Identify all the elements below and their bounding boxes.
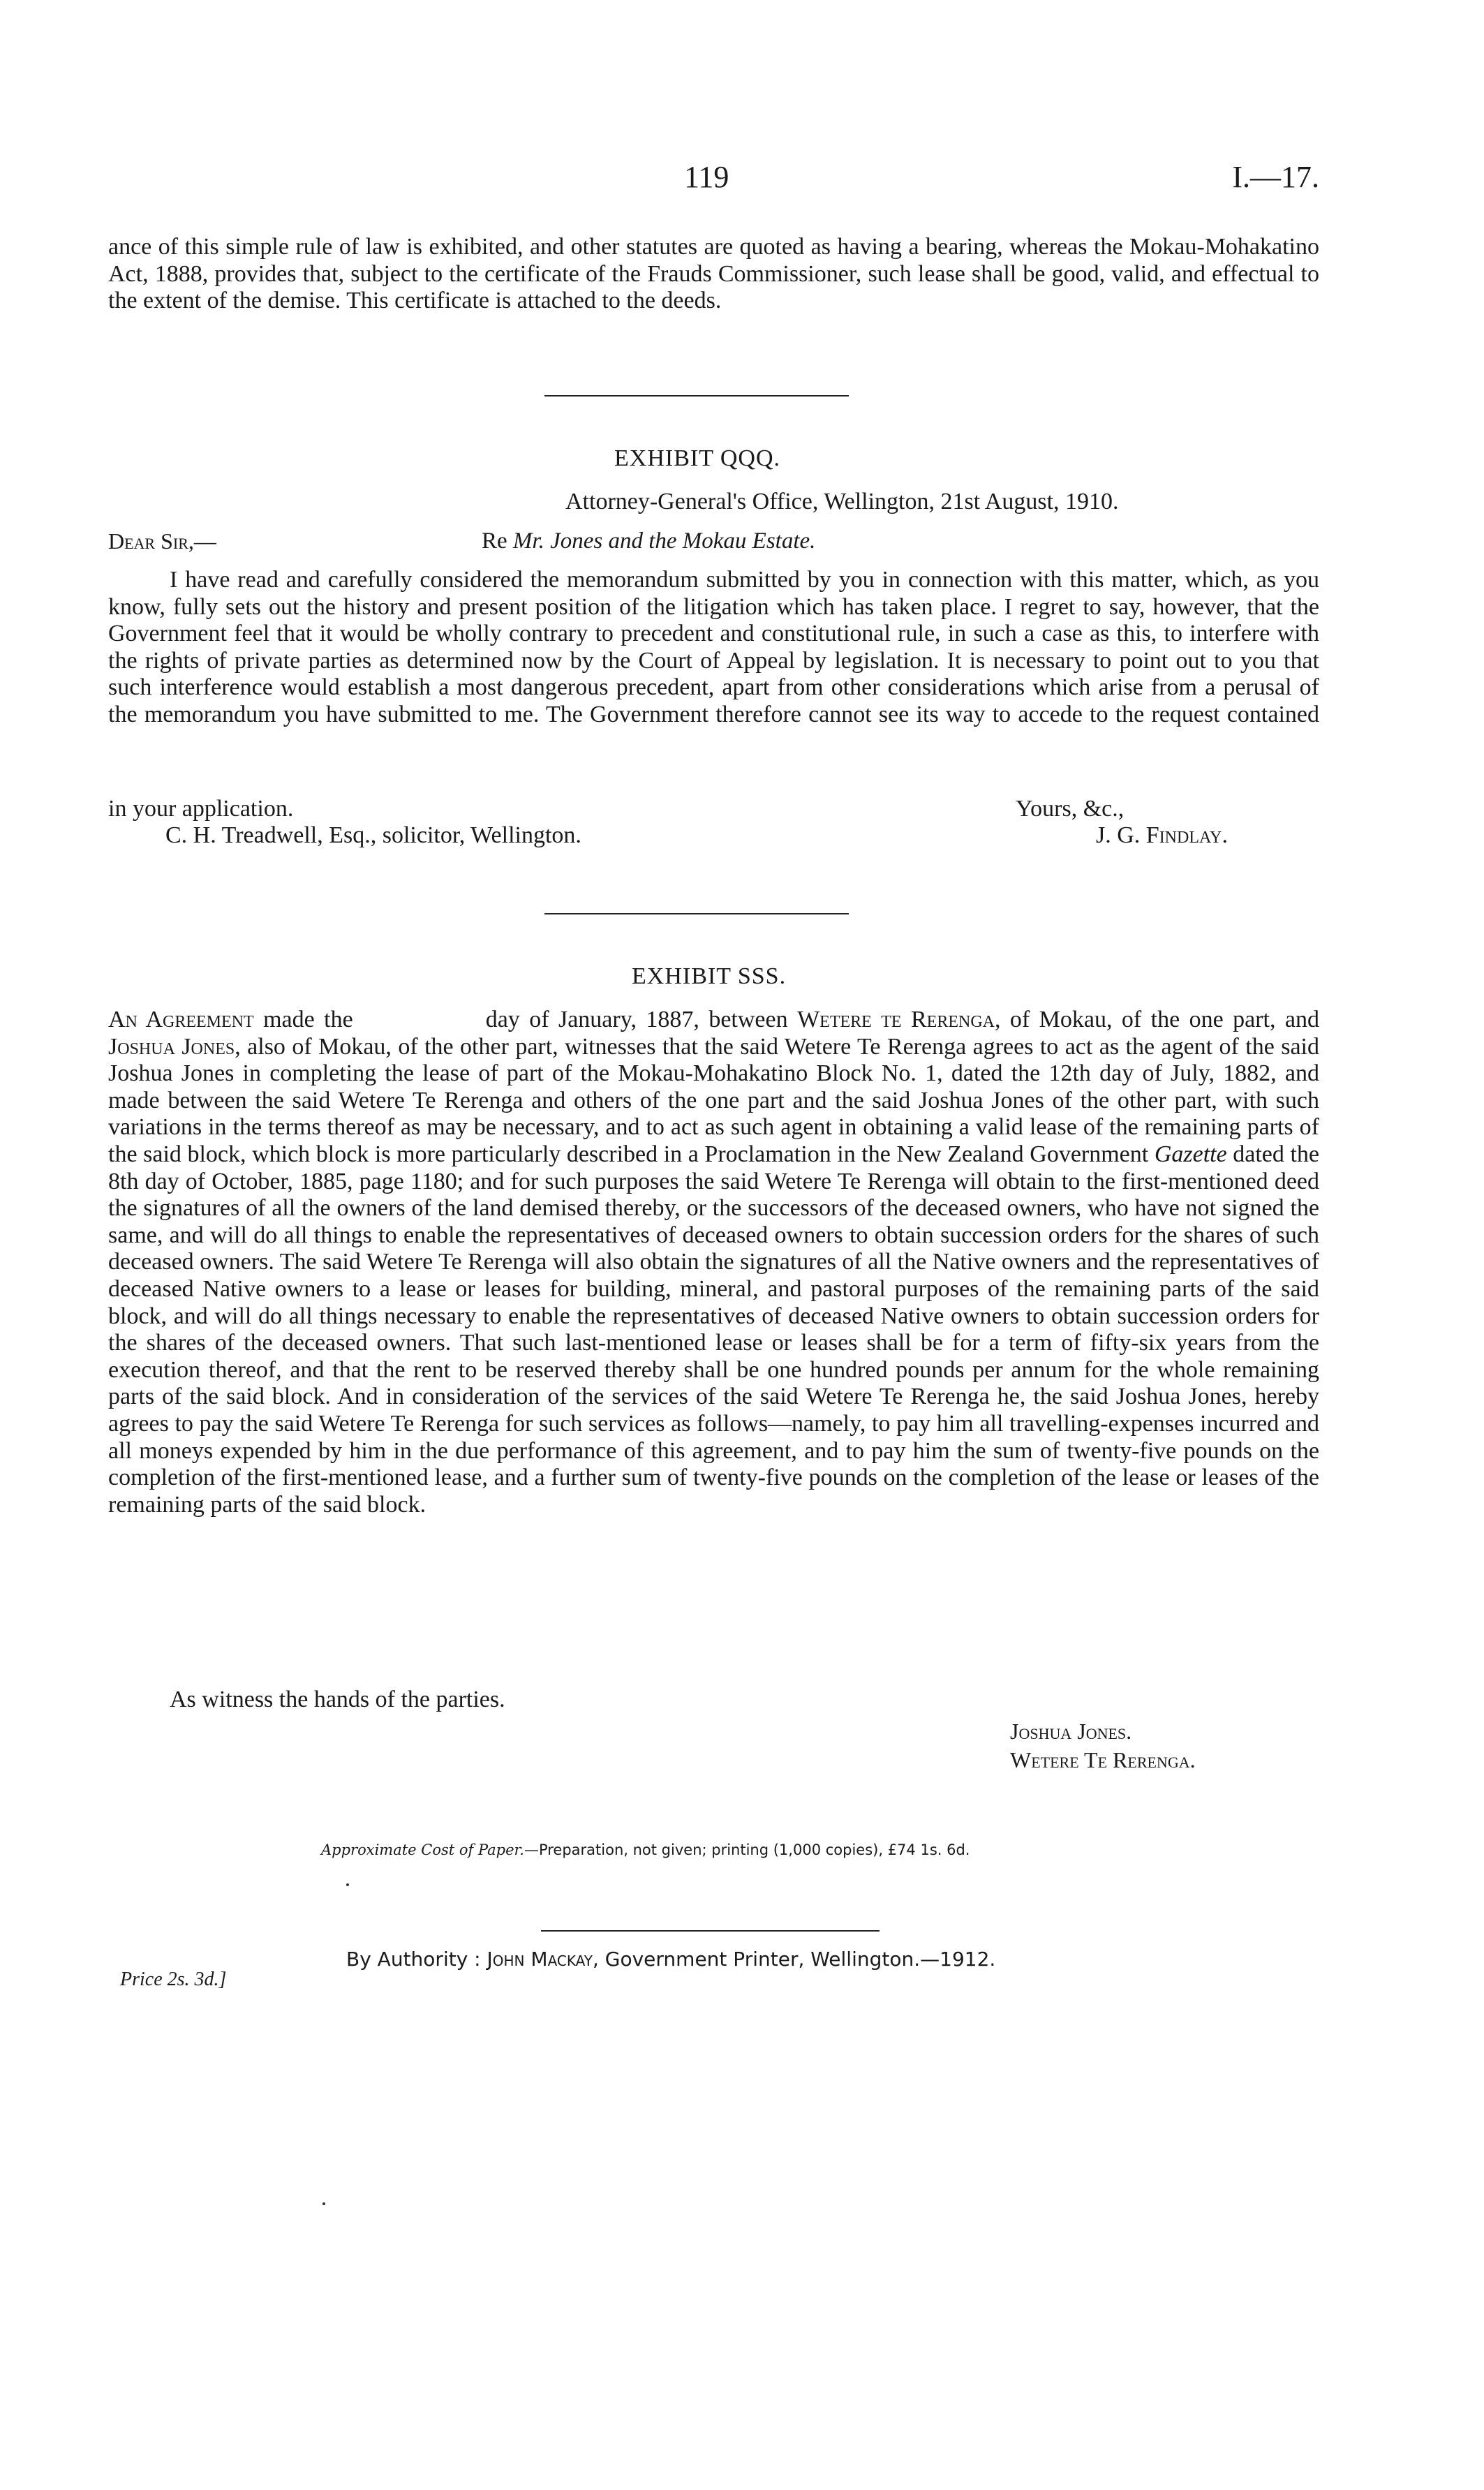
section-divider: [544, 913, 849, 914]
authority-label: By Authority :: [346, 1948, 481, 1971]
price-note: Price 2s. 3d.]: [120, 1969, 227, 1990]
party-wetere-suffix: , of Mokau, of the one part, and: [994, 1007, 1320, 1032]
exhibit-sss-agreement: [108, 1007, 1319, 1518]
exhibit-qqq-signature: J. G. Findlay.: [1096, 822, 1228, 848]
authority-line: [346, 1948, 995, 1971]
intro-paragraph: ance of this simple rule of law is exhibited, and other statutes are quoted as having a bearing, whereas the Mokau-Mohakatino Act, 1888, provides that, subject to the certificate of the Frauds Commissioner, such lease shall be good, valid, and effectual to the extent of the demise. This certificate is attached to the deeds.: [108, 234, 1319, 314]
agreement-made-the: made the: [263, 1007, 353, 1032]
printer-name: John Mackay: [487, 1948, 593, 1971]
page-number: 119: [684, 160, 729, 194]
exhibit-qqq-salutation: Dear Sir,—: [108, 528, 216, 554]
agreement-body-part2: dated the 8th day of October, 1885, page 1180; and for such purposes the said Wetere Te Rerenga will obtain to the first-mentioned deed the signatures of all the owners of the land demised thereby, or the successors of the deceased owners, who have not signed the same, and will do all things to enable the representatives of deceased owners to obtain succession orders for the shares of such deceased owners. The said Wetere Te Rerenga will also obtain the signatures of all the Native owners and the representatives of deceased Native owners to a lease or leases for building, mineral, and pastoral purposes of the remaining parts of the said block, and will do all things necessary to enable the representatives of deceased Native owners to obtain succession orders for the shares of the deceased owners. That such last-mentioned lease or leases shall be for a term of fifty-six years from the execution thereof, and that the rent to be reserved thereby shall be one hundred pounds per annum for the whole remaining parts of the said block. And in consideration of the services of the said Wetere Te Rerenga he, the said Joshua Jones, hereby agrees to pay the said Wetere Te Rerenga for such services as follows—namely, to pay him all travelling-expenses incurred and all moneys expended by him in the due performance of this agreement, and to pay him the sum of twenty-five pounds on the completion of the first-mentioned lease, and a further sum of twenty-five pounds on the completion of the lease or leases of the remaining parts of the said block.: [108, 1141, 1320, 1518]
printer-suffix: , Government Printer, Wellington.—1912.: [592, 1948, 996, 1971]
exhibit-qqq-last-line: in your application.: [108, 796, 294, 822]
exhibit-qqq-body: I have read and carefully considered the memorandum submitted by you in connection with this matter, which, as you know, fully sets out the history and present position of the litigation which has taken place. I regret to say, however, that the Government feel that it would be wholly contrary to precedent and constitutional rule, in such a case as this, to interfere with the rights of private parties as determined now by the Court of Appeal by legislation. It is necessary to point out to you that such interference would establish a most dangerous precedent, apart from other considerations which arise from a perusal of the memorandum you have submitted to me. The Government therefore cannot see its way to accede to the request contained: [108, 567, 1319, 727]
re-prefix: Re: [482, 528, 513, 554]
exhibit-qqq-addressee: C. H. Treadwell, Esq., solicitor, Wellington.: [165, 822, 581, 848]
witness-line: As witness the hands of the parties.: [170, 1687, 505, 1712]
exhibit-qqq-title: EXHIBIT QQQ.: [614, 445, 781, 471]
footer-divider: [541, 1930, 880, 1932]
party-jones: Joshua Jones: [108, 1033, 235, 1060]
exhibit-sss-title: EXHIBIT SSS.: [632, 963, 787, 989]
agreement-body-part1: , also of Mokau, of the other part, witnesses that the said Wetere Te Rerenga agrees to act as the agent of the said Joshua Jones in completing the lease of part of the Mokau-Mohakatino Block No. 1, dated the 12th day of July, 1882, and made between the said Wetere Te Rerenga and others of the one part and the said Joshua Jones of the other part, with such variations in the terms thereof as may be necessary, and to act as such agent in obtaining a valid lease of the remaining parts of the said block, which block is more particularly described in a Proclamation in the New Zealand Government: [108, 1033, 1319, 1167]
print-speck: [346, 1883, 349, 1886]
agreement-opening: An Agreement: [108, 1007, 254, 1032]
re-subject: Mr. Jones and the Mokau Estate.: [512, 528, 816, 554]
exhibit-qqq-dateline: Attorney-General's Office, Wellington, 21st August, 1910.: [565, 489, 1119, 514]
agreement-date: day of January, 1887, between: [485, 1007, 788, 1032]
section-divider: [544, 395, 849, 397]
cost-label: Approximate Cost of Paper.: [321, 1841, 524, 1858]
exhibit-qqq-re-line: [482, 528, 815, 554]
party-wetere: Wetere te Rerenga: [797, 1007, 995, 1032]
exhibit-qqq-closing: Yours, &c.,: [1016, 796, 1125, 822]
gazette-title: Gazette: [1154, 1141, 1227, 1167]
cost-text: —Preparation, not given; printing (1,000 copies), £74 1s. 6d.: [524, 1841, 970, 1858]
signatory-wetere-te-rerenga: Wetere Te Rerenga.: [1010, 1747, 1196, 1772]
document-reference: I.—17.: [1232, 160, 1319, 194]
cost-of-paper-note: [321, 1841, 970, 1858]
print-speck: [322, 2202, 325, 2205]
signatory-joshua-jones: Joshua Jones.: [1010, 1719, 1132, 1744]
